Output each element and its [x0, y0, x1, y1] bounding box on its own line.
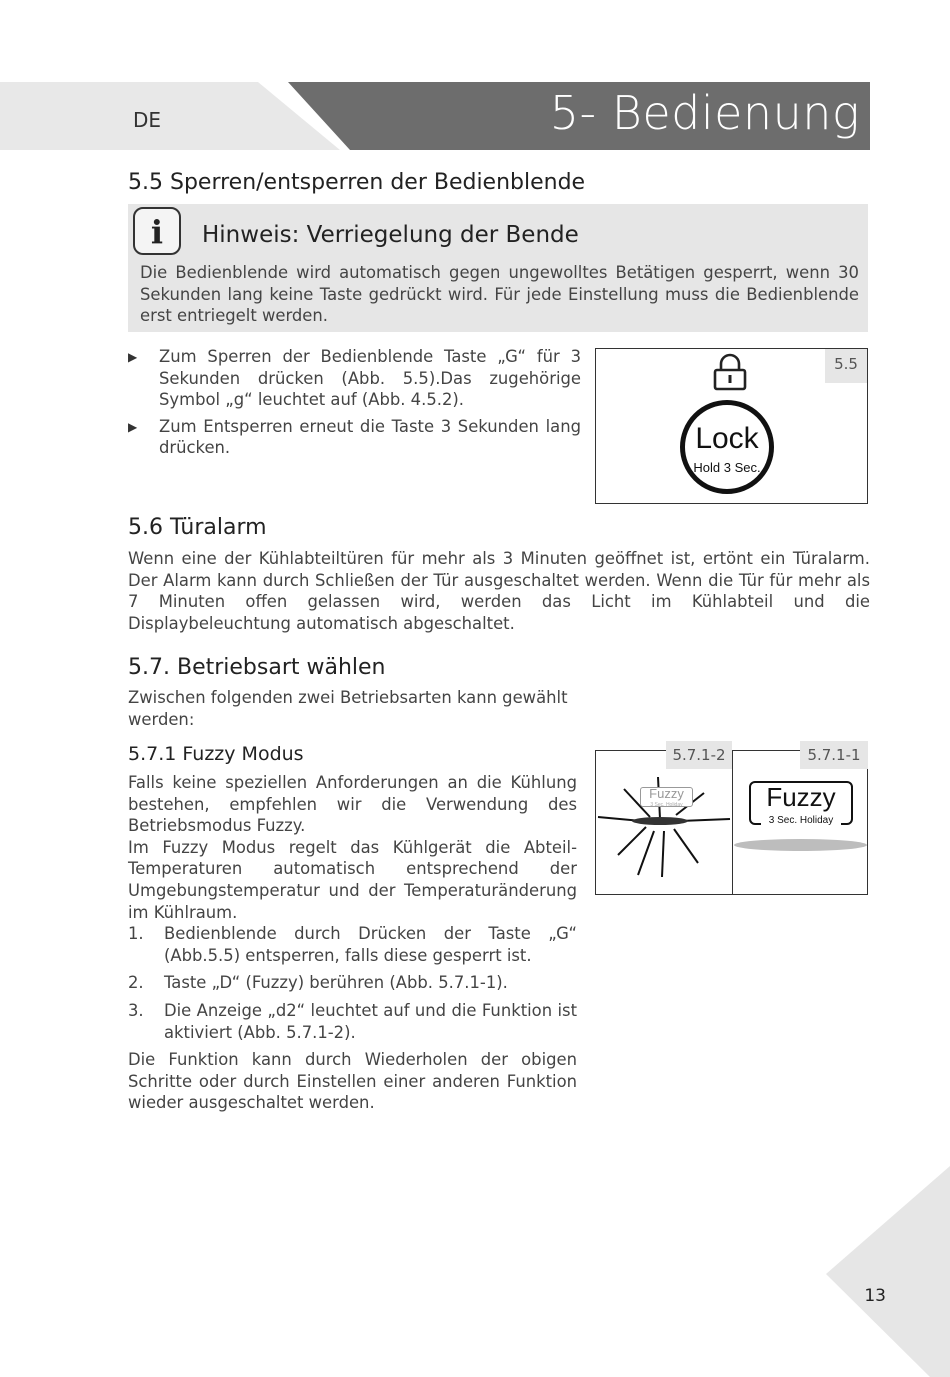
- step-text: Die Anzeige „d2“ leuchtet auf und die Funktion ist aktiviert (Abb. 5.7.1-2).: [164, 1000, 577, 1042]
- list-item: [128, 923, 577, 966]
- figure-5-7-1: [595, 746, 868, 895]
- figure-5-5: [595, 348, 868, 504]
- section-5-6-text: Wenn eine der Kühlabteiltüren für mehr als 3 Minuten geöffnet ist, ertönt ein Türalarm. Der Alarm kann durch Schließen der Tür ausgeschaltet werden. Wenn die Tür für mehr als 7 Minuten offen gelassen wird, werden das Licht im Kühlabteil und die Displaybeleuchtung automatisch abgeschaltet.: [128, 549, 870, 633]
- bullet-text: Zum Entsperren erneut die Taste 3 Sekunden lang drücken.: [159, 416, 581, 458]
- step-text: Bedienblende durch Drücken der Taste „G“ (Abb.5.5) entsperren, falls diese gesperrt ist.: [164, 924, 577, 965]
- section-5-7-1-body: [128, 772, 577, 1114]
- section-heading-5-6: 5.6 Türalarm: [128, 515, 267, 540]
- list-item: [128, 1000, 577, 1043]
- step-number: 1.: [128, 924, 144, 944]
- info-icon: [133, 207, 181, 255]
- note-title: Hinweis: Verriegelung der Bende: [202, 222, 579, 248]
- step-number: 2.: [128, 973, 144, 993]
- page-number: 13: [864, 1286, 886, 1306]
- paragraph: Im Fuzzy Modus regelt das Kühlgerät die Abteil-Temperaturen automatisch entsprechend der Umgebungstemperatur und der Temperaturänderung im Kühlraum.: [128, 837, 577, 922]
- steps-list: [128, 923, 577, 1043]
- fuzzy-button-sublabel: 3 Sec. Holiday: [761, 815, 841, 827]
- figure-divider: [732, 751, 733, 894]
- step-text: Taste „D“ (Fuzzy) berühren (Abb. 5.7.1-1).: [164, 973, 508, 993]
- step-number: 3.: [128, 1000, 144, 1020]
- bullet-text: Zum Sperren der Bedienblende Taste „G“ für 3 Sekunden drücken (Abb. 5.5).Das zugehörige Symbol „g“ leuchtet auf (Abb. 4.5.2).: [159, 347, 581, 410]
- fuzzy-button-faded-sublabel: 3 Sec. Holiday: [650, 802, 683, 808]
- lock-instructions: [128, 346, 581, 459]
- padlock-icon: [711, 353, 749, 393]
- indicator-glow: [734, 839, 867, 851]
- chapter-title: 5- Bedienung: [549, 86, 860, 140]
- info-glyph: i: [150, 213, 164, 251]
- lock-button-sublabel: Hold 3 Sec.: [693, 460, 761, 475]
- fuzzy-button-label: Fuzzy: [766, 782, 836, 812]
- section-5-7-intro: Zwischen folgenden zwei Betriebsarten kann gewählt werden:: [128, 688, 568, 729]
- fuzzy-button-faded-label: Fuzzy: [649, 786, 684, 801]
- bullet-arrow-icon: ▶: [128, 419, 138, 434]
- figure-tag: 5.7.1-2: [666, 741, 732, 769]
- bullet-arrow-icon: ▶: [128, 350, 138, 364]
- figure-tag: 5.5: [825, 349, 867, 383]
- subsection-heading-5-7-1: 5.7.1 Fuzzy Modus: [128, 743, 304, 765]
- paragraph: Die Funktion kann durch Wiederholen der obigen Schritte oder durch Einstellen einer anderen Funktion wieder ausgeschaltet werden.: [128, 1050, 577, 1113]
- note-text: Die Bedienblende wird automatisch gegen ungewolltes Betätigen gesperrt, wenn 30 Sekunden lang keine Taste gedrückt wird. Für jede Einstellung muss die Bedienblende erst entriegelt werden.: [140, 263, 859, 326]
- list-item: [128, 972, 577, 994]
- figure-tag: 5.7.1-1: [800, 741, 868, 769]
- page-corner-decoration: [826, 1166, 950, 1377]
- list-item: [128, 346, 581, 411]
- section-heading-5-7: 5.7. Betriebsart wählen: [128, 655, 386, 680]
- paragraph: Falls keine speziellen Anforderungen an die Kühlung bestehen, empfehlen wir die Verwendung des Betriebsmodus Fuzzy.: [128, 773, 577, 836]
- language-label: DE: [133, 108, 162, 132]
- list-item: [128, 416, 581, 459]
- lock-button-label: Lock: [695, 422, 759, 455]
- section-heading-5-5: 5.5 Sperren/entsperren der Bedienblende: [128, 170, 586, 195]
